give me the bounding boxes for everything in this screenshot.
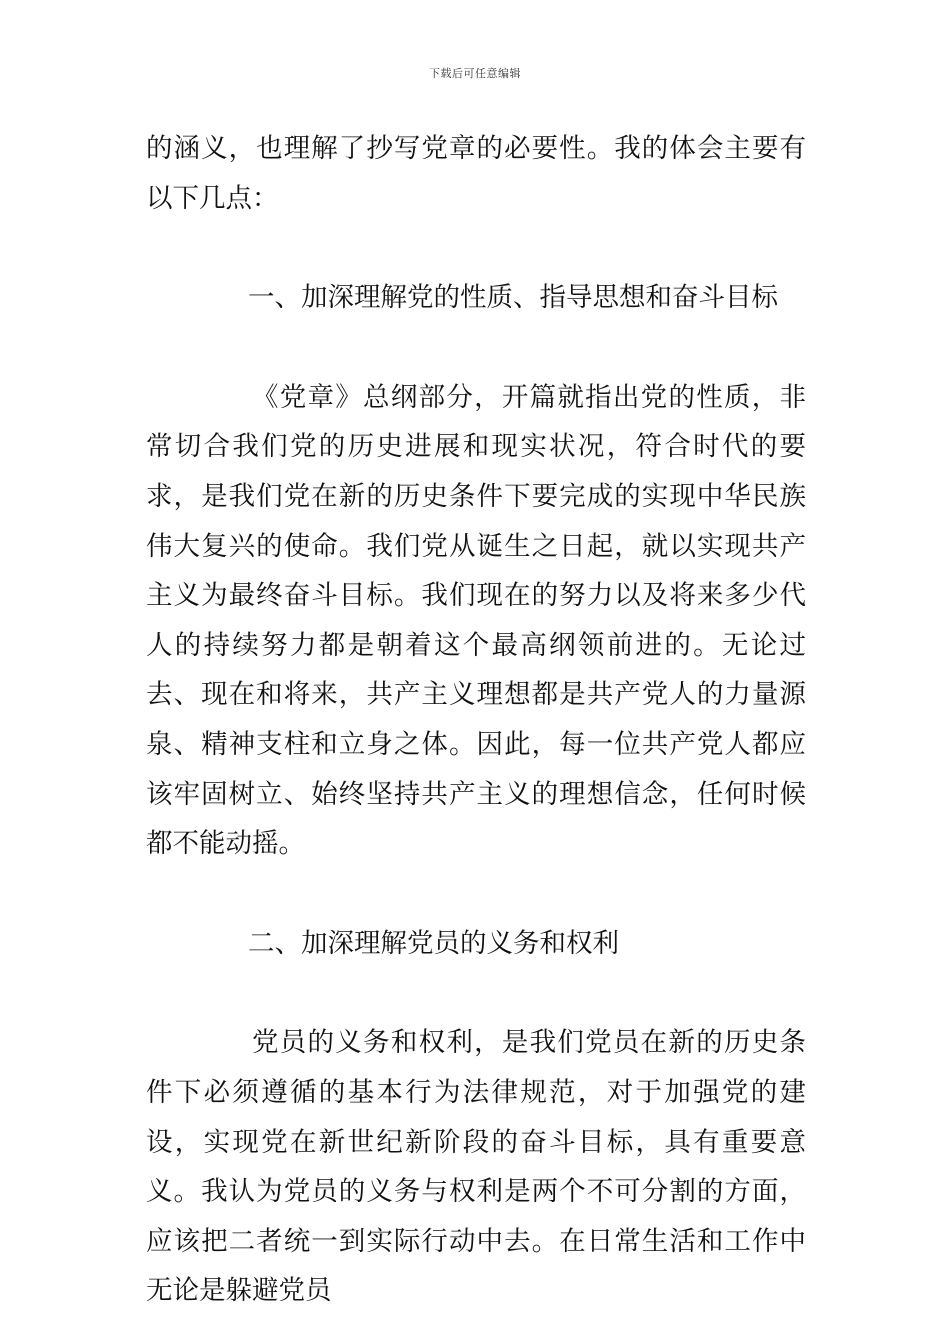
- section-2-paragraph: 党员的义务和权利，是我们党员在新的历史条件下必须遵循的基本行为法律规范，对于加强党的建设，实现党在新世纪新阶段的奋斗目标，具有重要意义。我认为党员的义务与权利是两个不可分割的方面，应该把二者统一到实际行动中去。在日常生活和工作中无论是躲避党员: [146, 1027, 806, 1307]
- intro-paragraph: 的涵义，也理解了抄写党章的必要性。我的体会主要有以下几点：: [146, 133, 806, 214]
- document-body: [146, 124, 806, 1316]
- page-header-note: 下载后可任意编辑: [429, 67, 521, 80]
- section-heading-2: 二、加深理解党员的义务和权利: [248, 927, 619, 959]
- section-heading-1: 一、加深理解党的性质、指导思想和奋斗目标: [248, 282, 778, 314]
- section-1-paragraph: 《党章》总纲部分，开篇就指出党的性质，非常切合我们党的历史进展和现实状况，符合时代的要求，是我们党在新的历史条件下要完成的实现中华民族伟大复兴的使命。我们党从诞生之日起，就以实现共产主义为最终奋斗目标。我们现在的努力以及将来多少代人的持续努力都是朝着这个最高纲领前进的。无论过去、现在和将来，共产主义理想都是共产党人的力量源泉、精神支柱和立身之体。因此，每一位共产党人都应该牢固树立、始终坚持共产主义的理想信念，任何时候都不能动摇。: [146, 381, 806, 860]
